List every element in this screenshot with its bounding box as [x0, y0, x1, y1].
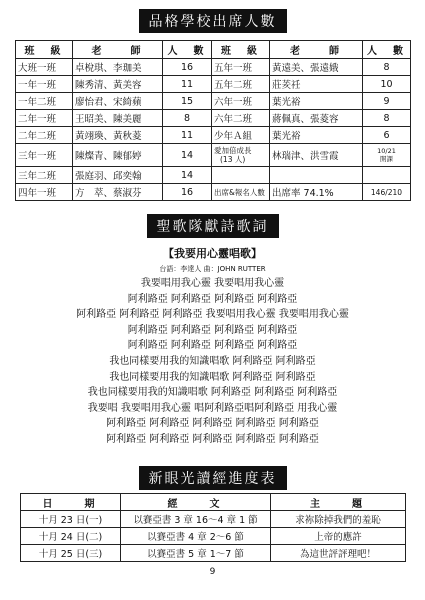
teacher-cell: 林瑞津、洪雪霞 [270, 144, 363, 167]
count-cell: 16 [163, 59, 212, 76]
lyric-line: 阿利路亞 阿利路亞 阿利路亞 阿利路亞 阿利路亞 [106, 433, 319, 445]
lyric-line: 我也同樣要用我的知識唱歌 阿利路亞 阿利路亞 [109, 371, 316, 383]
empty-cell [270, 167, 363, 184]
teacher-cell: 莊羐祍 [270, 76, 363, 93]
class-cell: 二年二班 [16, 127, 73, 144]
attendance-header-row [16, 41, 411, 59]
count-cell: 15 [163, 93, 212, 110]
count-cell [363, 144, 411, 167]
class-cell: 一年二班 [16, 93, 73, 110]
header-count: 人 數 [363, 41, 411, 59]
attendance-title: 品格學校出席人數 [139, 9, 287, 33]
class-cell: 五年二班 [212, 76, 270, 93]
teacher-cell: 葉光裕 [270, 93, 363, 110]
song-credit: 台語：李達人 曲：JOHN RUTTER [159, 265, 266, 273]
table-row [16, 59, 411, 76]
teacher-cell: 蔣佩真、張菱容 [270, 110, 363, 127]
count-cell: 14 [163, 167, 212, 184]
table-row [16, 144, 411, 167]
count-cell: 8 [163, 110, 212, 127]
date-cell: 十月 23 日(一) [21, 511, 121, 528]
header-class: 班 級 [16, 41, 73, 59]
class-cell: 六年二班 [212, 110, 270, 127]
lyric-line: 阿利路亞 阿利路亞 阿利路亞 阿利路亞 [127, 293, 298, 305]
table-row [21, 545, 406, 562]
lyrics-block [0, 276, 425, 448]
theme-cell: 求祢除掉我們的羞恥 [271, 511, 406, 528]
lyric-line: 阿利路亞 阿利路亞 阿利路亞 阿利路亞 [127, 324, 298, 336]
teacher-cell: 葉光裕 [270, 127, 363, 144]
teacher-cell: 黃遠美、張遠娥 [270, 59, 363, 76]
theme-cell: 上帝的應許 [271, 528, 406, 545]
teacher-cell: 王昭美、陳美麗 [73, 110, 163, 127]
count-cell: 16 [163, 184, 212, 201]
header-theme: 主 題 [271, 494, 406, 511]
table-row [21, 511, 406, 528]
start-date: 10/21 [377, 147, 396, 155]
lyric-line: 我也同樣要用我的知識唱歌 阿利路亞 阿利路亞 阿利路亞 [87, 387, 338, 399]
header-count: 人 數 [163, 41, 212, 59]
teacher-cell: 黃翊瑍、黃秋菱 [73, 127, 163, 144]
scripture-cell: 以賽亞書 4 章 2～6 節 [121, 528, 271, 545]
header-teacher: 老 師 [270, 41, 363, 59]
attendance-rate: 出席率 74.1% [270, 184, 363, 201]
class-cell: 六年一班 [212, 93, 270, 110]
class-cell: 二年一班 [16, 110, 73, 127]
count-cell: 10 [363, 76, 411, 93]
theme-cell: 為這世評評理吧！ [271, 545, 406, 562]
table-row [16, 93, 411, 110]
lyric-line: 阿利路亞 阿利路亞 阿利路亞 我要唱用我心靈 我要唱用我心靈 [76, 309, 349, 321]
table-row [16, 110, 411, 127]
table-row [21, 528, 406, 545]
teacher-cell: 廖怡君、宋綺蘋 [73, 93, 163, 110]
lyric-line: 阿利路亞 阿利路亞 阿利路亞 阿利路亞 阿利路亞 [106, 418, 319, 430]
teacher-cell: 方 萃、蔡淑芬 [73, 184, 163, 201]
table-row [16, 167, 411, 184]
lyric-line: 阿利路亞 阿利路亞 阿利路亞 阿利路亞 [127, 340, 298, 352]
class-cell: 大班一班 [16, 59, 73, 76]
empty-cell [212, 167, 270, 184]
header-teacher: 老 師 [73, 41, 163, 59]
teacher-cell: 卓梲琪、李珈美 [73, 59, 163, 76]
empty-cell [363, 167, 411, 184]
attendance-table [15, 40, 411, 201]
class-cell: 三年一班 [16, 144, 73, 167]
class-cell: 一年一班 [16, 76, 73, 93]
class-cell: 少年Ａ組 [212, 127, 270, 144]
class-size-line: (13 人) [220, 155, 246, 164]
reading-title: 新眼光讀經進度表 [139, 466, 287, 490]
date-cell: 十月 25 日(三) [21, 545, 121, 562]
class-name-line: 愛加倍成長 [214, 146, 252, 155]
start-note: 開課 [380, 155, 393, 163]
table-row [16, 127, 411, 144]
date-cell: 十月 24 日(二) [21, 528, 121, 545]
teacher-cell: 陳燦青、陳郁婷 [73, 144, 163, 167]
header-class: 班 級 [212, 41, 270, 59]
reading-header-row [21, 494, 406, 511]
class-cell: 五年一班 [212, 59, 270, 76]
lyric-line: 我要唱 我要唱用我心靈 唱阿利路亞唱阿利路亞 用我心靈 [87, 402, 338, 414]
count-cell: 11 [163, 76, 212, 93]
page-number: 9 [209, 567, 216, 577]
count-cell: 6 [363, 127, 411, 144]
count-cell: 9 [363, 93, 411, 110]
count-cell: 11 [163, 127, 212, 144]
table-row [16, 184, 411, 201]
count-cell: 8 [363, 110, 411, 127]
table-row [16, 76, 411, 93]
reading-table [20, 493, 406, 562]
lyric-line: 我要唱用我心靈 我要唱用我心靈 [140, 278, 285, 289]
header-scripture: 經 文 [121, 494, 271, 511]
count-cell: 14 [163, 144, 212, 167]
scripture-cell: 以賽亞書 3 章 16～4 章 1 節 [121, 511, 271, 528]
song-section-title: 聖歌隊獻詩歌詞 [147, 214, 279, 238]
total-label: 出席&報名人數 [212, 184, 270, 201]
count-cell: 8 [363, 59, 411, 76]
class-cell: 四年一班 [16, 184, 73, 201]
total-count: 146/210 [363, 184, 411, 201]
class-cell: 三年二班 [16, 167, 73, 184]
class-cell [212, 144, 270, 167]
song-title: 【我要用心靈唱歌】 [163, 247, 262, 260]
header-date: 日 期 [21, 494, 121, 511]
scripture-cell: 以賽亞書 5 章 1～7 節 [121, 545, 271, 562]
lyric-line: 我也同樣要用我的知識唱歌 阿利路亞 阿利路亞 [109, 355, 316, 367]
teacher-cell: 張庭羽、邱奕翰 [73, 167, 163, 184]
teacher-cell: 陳秀清、黃美容 [73, 76, 163, 93]
